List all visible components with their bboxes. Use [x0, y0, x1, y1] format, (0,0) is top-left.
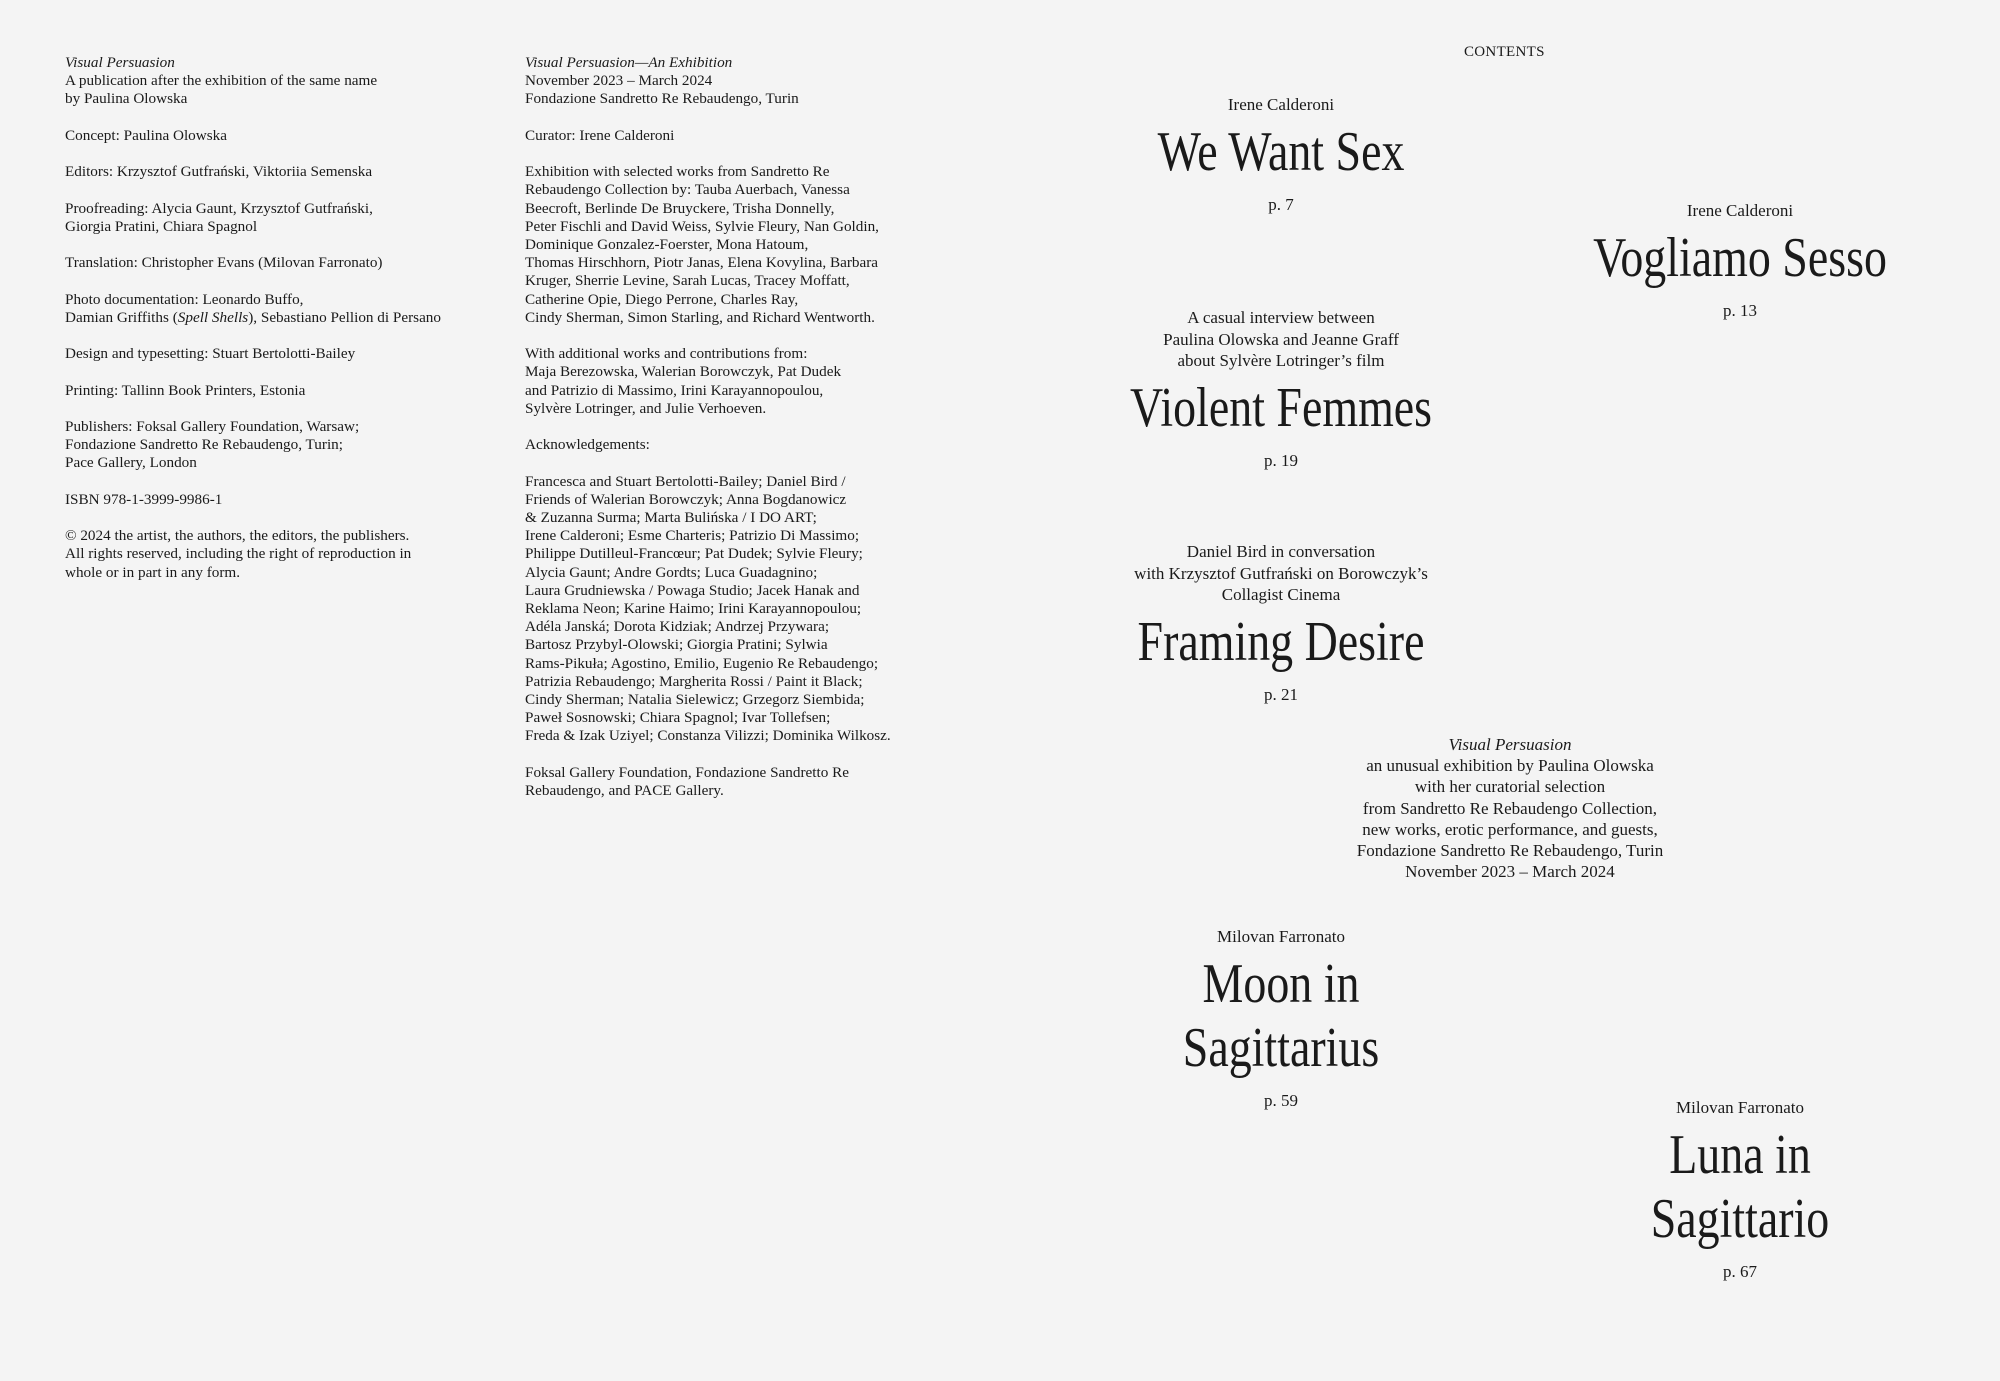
exhibition-info-title: Visual Persuasion — [1448, 735, 1572, 754]
exhibition-line: & Zuzanna Surma; Marta Bulińska / I DO ART; — [525, 509, 817, 526]
exhibition-line: Thomas Hirschhorn, Piotr Janas, Elena Kovylina, Barbara — [525, 254, 879, 272]
exhibition-line: Philippe Dutilleul-Francœur; Pat Dudek; Sylvie Fleury; — [525, 545, 863, 563]
exhibition-line: Rebaudengo Collection by: Tauba Auerbach, Vanessa — [525, 181, 850, 199]
exhibition-line: Paweł Sosnowski; Chiara Spagnol; Ivar Tollefsen; — [525, 709, 831, 727]
colophon-line-part: ), Sebastiano Pellion di Persano — [248, 308, 441, 326]
colophon-line-part: Damian Griffiths ( — [65, 308, 178, 326]
entry-page-number: p. 19 — [1264, 450, 1298, 470]
entry-byline-line: Paulina Olowska and Jeanne Graff — [1163, 329, 1399, 349]
toc-entry-moon-in-sagittarius — [1161, 926, 1401, 1111]
colophon-line: Visual Persuasion — [65, 54, 175, 71]
exhibition-line: Visual Persuasion—An Exhibition — [525, 54, 733, 71]
exhibition-block — [525, 54, 945, 109]
entry-byline — [1106, 541, 1456, 606]
colophon-line: Fondazione Sandretto Re Rebaudengo, Turin; — [65, 436, 343, 454]
exhibition-info — [1357, 734, 1663, 882]
entry-byline-line: with Krzysztof Gutfrański on Borowczyk’s — [1134, 563, 1428, 583]
colophon-line: by Paulina Olowska — [65, 90, 188, 108]
exhibition-line: Adéla Janská; Dorota Kidziak; Andrzej Przywara; — [525, 618, 830, 636]
exhibition-line: Cindy Sherman; Natalia Sielewicz; Grzegorz Siembida; — [525, 691, 865, 709]
colophon-line: All rights reserved, including the right of reproduction in — [65, 545, 412, 563]
entry-title — [1130, 376, 1432, 440]
exhibition-column — [525, 54, 945, 818]
exhibition-line: Peter Fischli and David Weiss, Sylvie Fleury, Nan Goldin, — [525, 217, 879, 235]
exhibition-line: Sylvère Lotringer, and Julie Verhoeven. — [525, 399, 767, 417]
exhibition-line: November 2023 – March 2024 — [525, 72, 713, 90]
exhibition-line: Cindy Sherman, Simon Starling, and Richard Wentworth. — [525, 308, 875, 326]
entry-byline-line: Irene Calderoni — [1227, 95, 1335, 114]
entry-title-line: Luna in — [1669, 1123, 1811, 1186]
entry-byline — [1561, 200, 1919, 222]
entry-title-line: Moon in — [1202, 952, 1360, 1015]
exhibition-line: Patrizia Rebaudengo; Margherita Rossi / Paint it Black; — [525, 672, 863, 690]
colophon-block — [65, 382, 485, 400]
colophon-line: Photo documentation: Leonardo Buffo, — [65, 290, 304, 308]
colophon-block — [65, 491, 485, 509]
colophon-block — [65, 291, 485, 327]
entry-title-line: Vogliamo Sesso — [1593, 226, 1887, 289]
exhibition-line: Friends of Walerian Borowczyk; Anna Bogdanowicz — [525, 490, 847, 508]
colophon-block — [65, 163, 485, 181]
exhibition-block — [525, 163, 945, 327]
colophon-block — [65, 54, 485, 109]
entry-byline-line: Irene Calderoni — [1686, 201, 1794, 220]
exhibition-block — [525, 345, 945, 418]
entry-title — [1651, 1123, 1830, 1251]
entry-title-line: Sagittarius — [1182, 1016, 1380, 1079]
exhibition-block — [525, 127, 945, 145]
entry-page-number: p. 67 — [1723, 1261, 1757, 1281]
entry-byline-line: about Sylvère Lotringer’s film — [1177, 351, 1385, 370]
exhibition-line: Foksal Gallery Foundation, Fondazione Sandretto Re — [525, 763, 849, 781]
colophon-block — [65, 418, 485, 473]
colophon-block — [65, 254, 485, 272]
exhibition-info-line: new works, erotic performance, and guests, — [1362, 819, 1658, 839]
colophon-block — [65, 200, 485, 236]
exhibition-line: Fondazione Sandretto Re Rebaudengo, Turin — [525, 90, 799, 108]
exhibition-info-line: November 2023 – March 2024 — [1405, 862, 1615, 882]
entry-title-line: Violent Femmes — [1129, 376, 1433, 439]
exhibition-line: Bartosz Przybyl-Olowski; Giorgia Pratini; Sylwia — [525, 636, 828, 654]
exhibition-block — [525, 436, 945, 454]
colophon-line: Giorgia Pratini, Chiara Spagnol — [65, 217, 258, 235]
colophon-line: Translation: Christopher Evans (Milovan Farronato) — [65, 254, 383, 272]
exhibition-line: Curator: Irene Calderoni — [525, 126, 675, 144]
entry-title — [1183, 952, 1379, 1080]
toc-entry-vogliamo-sesso — [1561, 200, 1919, 321]
exhibition-line: Acknowledgements: — [525, 436, 650, 454]
entry-title — [1158, 120, 1405, 184]
toc-entry-we-want-sex — [1131, 94, 1432, 215]
entry-title — [1593, 226, 1887, 290]
toc-entry-framing-desire — [1106, 541, 1456, 705]
entry-byline-line: Collagist Cinema — [1221, 585, 1341, 604]
exhibition-line: Laura Grudniewska / Powaga Studio; Jacek Hanak and — [525, 581, 860, 599]
entry-byline-line: Milovan Farronato — [1217, 927, 1345, 946]
colophon-line: Editors: Krzysztof Gutfrański, Viktoriia Semenska — [65, 163, 373, 181]
colophon-line: Proofreading: Alycia Gaunt, Krzysztof Gutfrański, — [65, 199, 373, 217]
colophon-line — [65, 309, 485, 327]
entry-byline — [1131, 94, 1432, 116]
exhibition-line: Alycia Gaunt; Andre Gordts; Luca Guadagnino; — [525, 563, 818, 581]
colophon-block — [65, 127, 485, 145]
colophon-block — [65, 527, 485, 582]
colophon-line: © 2024 the artist, the authors, the editors, the publishers. — [65, 527, 410, 545]
entry-title-line: Framing Desire — [1137, 610, 1425, 673]
exhibition-line: Exhibition with selected works from Sandretto Re — [525, 163, 830, 181]
exhibition-line: Rams-Pikuła; Agostino, Emilio, Eugenio Re Rebaudengo; — [525, 654, 879, 672]
exhibition-line: Catherine Opie, Diego Perrone, Charles Ray, — [525, 290, 799, 308]
colophon-line: Publishers: Foksal Gallery Foundation, Warsaw; — [65, 417, 360, 435]
colophon-line: Concept: Paulina Olowska — [65, 126, 227, 144]
toc-entry-luna-in-sagittario — [1631, 1097, 1849, 1282]
entry-page-number: p. 59 — [1264, 1090, 1298, 1110]
entry-page-number: p. 21 — [1263, 684, 1298, 704]
exhibition-line: Maja Berezowska, Walerian Borowczyk, Pat Dudek — [525, 363, 842, 381]
colophon-line: Design and typesetting: Stuart Bertolotti-Bailey — [65, 345, 356, 363]
colophon-column — [65, 54, 485, 600]
exhibition-line: Reklama Neon; Karine Haimo; Irini Karayannopoulou; — [525, 600, 862, 618]
exhibition-line: Freda & Izak Uziyel; Constanza Vilizzi; Dominika Wilkosz. — [525, 727, 891, 745]
exhibition-line: Rebaudengo, and PACE Gallery. — [525, 782, 724, 800]
exhibition-info-line: from Sandretto Re Rebaudengo Collection, — [1362, 798, 1658, 818]
exhibition-block — [525, 473, 945, 746]
entry-page-number: p. 7 — [1268, 194, 1294, 214]
entry-byline-line: Milovan Farronato — [1676, 1098, 1804, 1117]
exhibition-block — [525, 764, 945, 800]
entry-byline — [1161, 926, 1401, 948]
entry-byline-line: Daniel Bird in conversation — [1186, 542, 1376, 561]
exhibition-line: Francesca and Stuart Bertolotti-Bailey; Daniel Bird / — [525, 472, 846, 490]
toc-entry-violent-femmes — [1097, 307, 1465, 471]
colophon-line-part: Spell Shells — [177, 308, 249, 326]
exhibition-info-line: an unusual exhibition by Paulina Olowska — [1366, 756, 1654, 776]
entry-byline — [1097, 307, 1465, 372]
exhibition-info-line: Fondazione Sandretto Re Rebaudengo, Turin — [1356, 841, 1664, 861]
exhibition-line: Beecroft, Berlinde De Bruyckere, Trisha Donnelly, — [525, 199, 835, 217]
entry-page-number: p. 13 — [1723, 300, 1757, 320]
exhibition-line: Irene Calderoni; Esme Charteris; Patrizio Di Massimo; — [525, 527, 860, 545]
colophon-line: ISBN 978-1-3999-9986-1 — [65, 490, 223, 508]
exhibition-info-line: with her curatorial selection — [1414, 777, 1606, 797]
entry-byline — [1631, 1097, 1849, 1119]
exhibition-line: Kruger, Sherrie Levine, Sarah Lucas, Tracey Moffatt, — [525, 272, 850, 290]
entry-title-line: We Want Sex — [1157, 120, 1405, 183]
colophon-block — [65, 345, 485, 363]
entry-title — [1138, 610, 1425, 674]
colophon-line: Printing: Tallinn Book Printers, Estonia — [65, 381, 306, 399]
exhibition-line: Dominique Gonzalez-Foerster, Mona Hatoum, — [525, 236, 809, 253]
exhibition-line: and Patrizio di Massimo, Irini Karayannopoulou, — [525, 381, 824, 399]
entry-byline-line: A casual interview between — [1187, 308, 1375, 327]
contents-heading: CONTENTS — [1464, 44, 1545, 60]
exhibition-line: With additional works and contributions from: — [525, 345, 808, 363]
entry-title-line: Sagittario — [1650, 1187, 1830, 1250]
colophon-line: whole or in part in any form. — [65, 563, 241, 581]
colophon-line: Pace Gallery, London — [65, 454, 197, 472]
colophon-line: A publication after the exhibition of the same name — [65, 72, 378, 90]
